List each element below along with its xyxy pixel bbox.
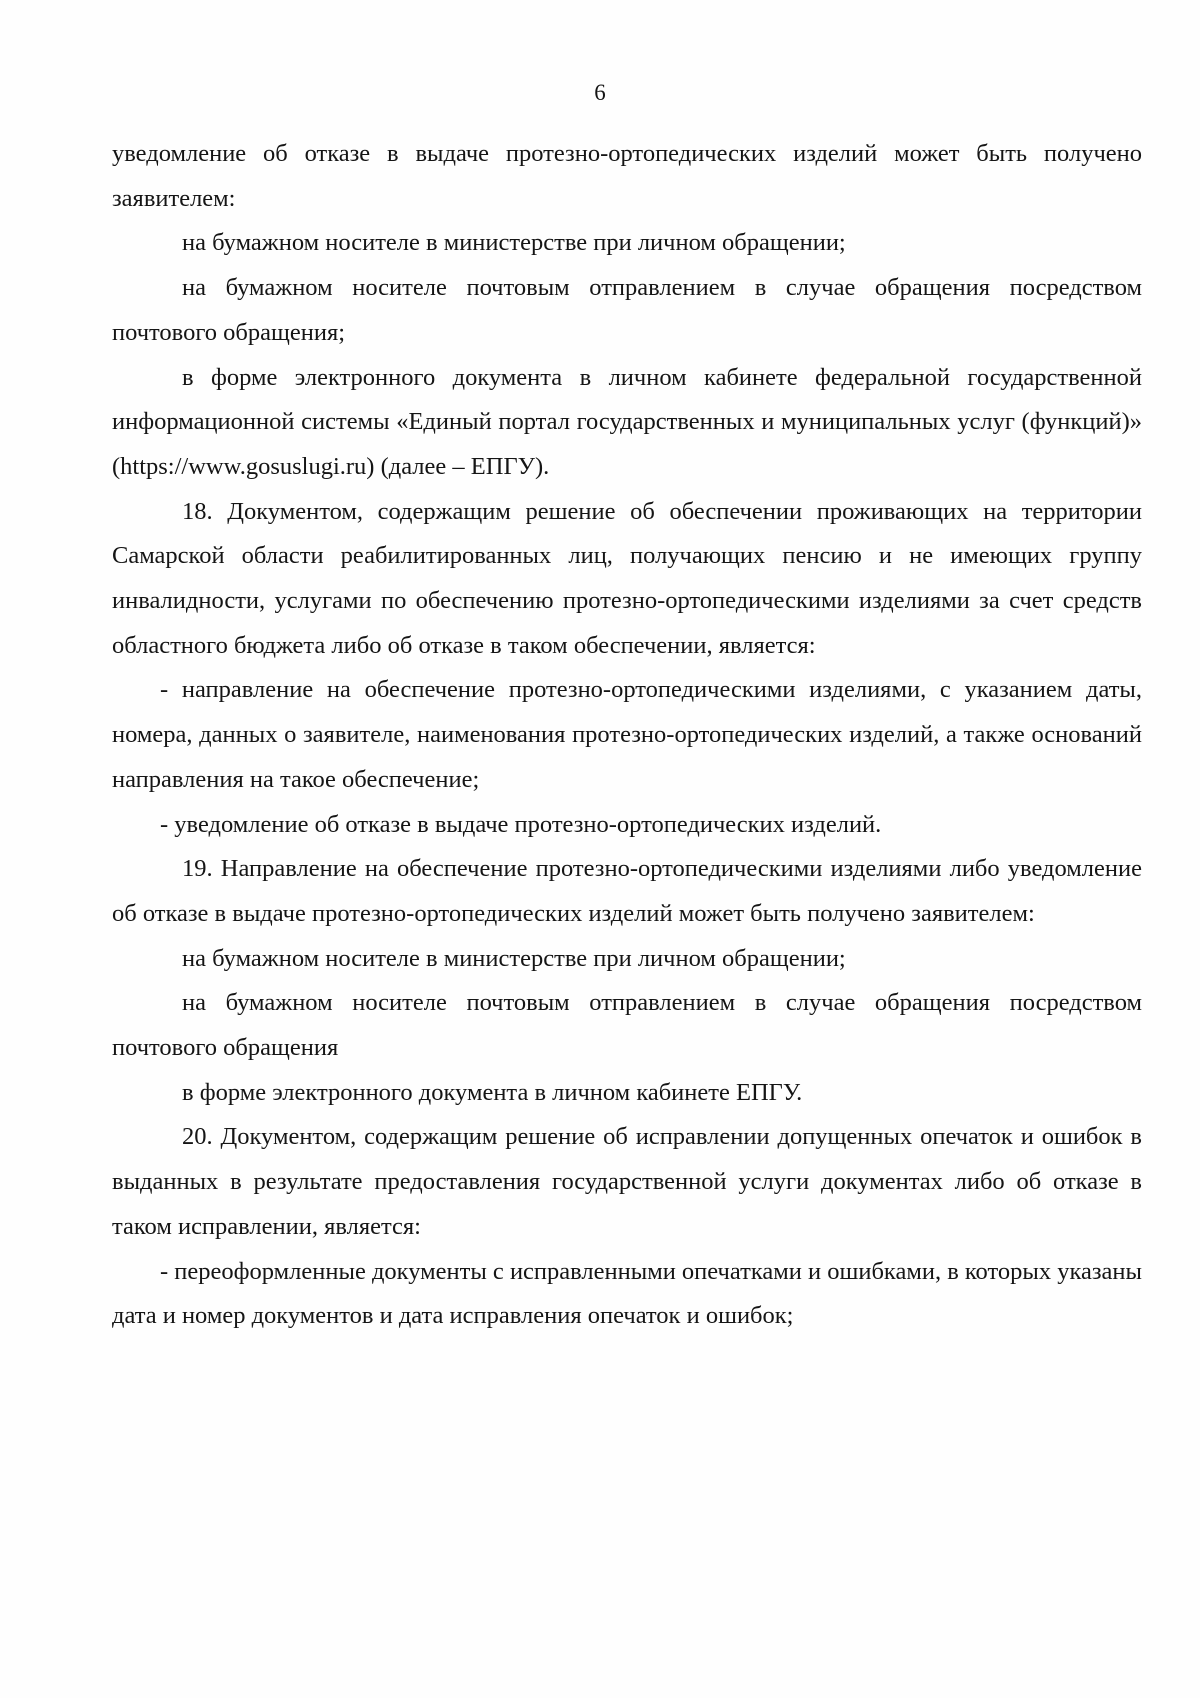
paragraph-paper-ministry: на бумажном носителе в министерстве при личном обращении; — [182, 229, 846, 257]
paragraph-paper-post: на бумажном носителе почтовым отправлением в случае обращения посредством почтового обращения — [112, 989, 1142, 1062]
list-item-refusal-notice: - уведомление об отказе в выдаче протезно-ортопедических изделий. — [160, 810, 882, 838]
paragraph-item-19: 19. Направление на обеспечение протезно-ортопедическими изделиями либо уведомление об отказе в выдаче протезно-ортопедических изделий может быть получено заявителем: — [112, 855, 1142, 927]
paragraph-paper-post: на бумажном носителе почтовым отправлением в случае обращения посредством почтового обращения; — [112, 274, 1142, 346]
list-item-reissued-documents: - переоформленные документы с исправленными опечатками и ошибками, в которых указаны дата и номер документов и дата исправления опечаток и ошибок; — [112, 1257, 1142, 1330]
list-item-direction: - направление на обеспечение протезно-ортопедическими изделиями, с указанием даты, номера, данных о заявителе, наименования протезно-ортопедических изделий, а также оснований направления на такое обеспечение; — [112, 676, 1142, 793]
paragraph-paper-ministry: на бумажном носителе в министерстве при личном обращении; — [182, 944, 846, 972]
paragraph-electronic-portal: в форме электронного документа в личном кабинете федеральной государственной информационной системы «Единый портал государственных и муниципальных услуг (функций)» (https://www.gosuslugi.ru) (далее – ЕПГУ). — [112, 363, 1142, 480]
paragraph-continuation: уведомление об отказе в выдаче протезно-ортопедических изделий может быть получено заявителем: — [112, 140, 1142, 212]
paragraph-item-18: 18. Документом, содержащим решение об обеспечении проживающих на территории Самарской области реабилитированных лиц, получающих пенсию и не имеющих группу инвалидности, услугами по обеспечению протезно-ортопедическими изделиями за счет средств областного бюджета либо об отказе в таком обеспечении, является: — [112, 497, 1142, 659]
page-number: 6 — [594, 80, 606, 105]
paragraph-item-20: 20. Документом, содержащим решение об исправлении допущенных опечаток и ошибок в выданных в результате предоставления государственной услуги документах либо об отказе в таком исправлении, является: — [112, 1123, 1142, 1240]
paragraph-electronic-cabinet: в форме электронного документа в личном кабинете ЕПГУ. — [182, 1078, 803, 1106]
document-body — [112, 132, 1142, 1339]
